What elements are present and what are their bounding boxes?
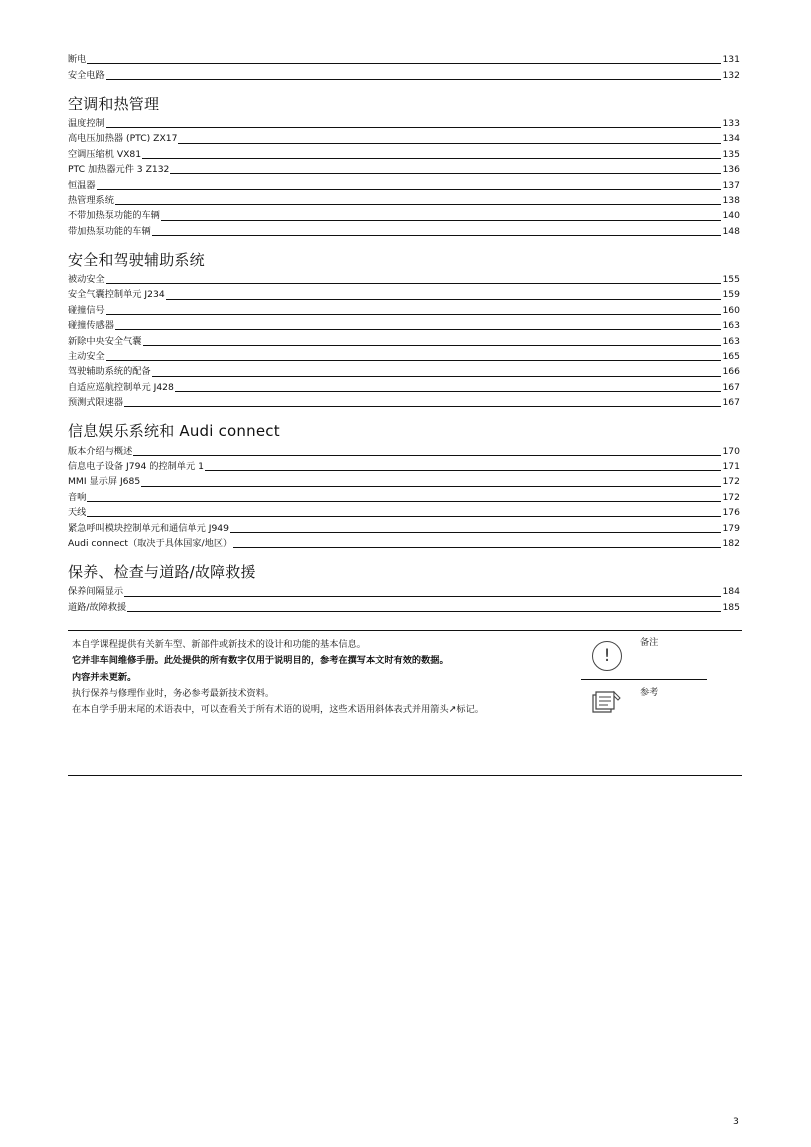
toc-entry-title: 空调压缩机 VX81: [68, 148, 142, 160]
note-label: 备注: [640, 637, 659, 648]
toc-entry-page: 155: [722, 274, 740, 286]
toc-entry-title: 碰撞传感器: [68, 320, 114, 332]
toc-leader-line: [106, 79, 722, 80]
toc-entry[interactable]: [68, 52, 740, 67]
table-of-contents: [68, 52, 740, 615]
toc-entry-page: 163: [722, 320, 740, 332]
section-title: 空调和热管理: [68, 94, 160, 113]
toc-entry-page: 134: [722, 133, 740, 145]
toc-leader-line: [115, 329, 722, 330]
notice-line: 在本自学手册末尾的术语表中，可以查看关于所有术语的说明，这些术语用斜体表式并用箭头↗标记。: [72, 704, 484, 716]
exclamation-circle-icon: !: [592, 641, 622, 671]
toc-entry-page: 135: [722, 148, 740, 160]
toc-entry[interactable]: [68, 162, 740, 177]
toc-entry-title: 温度控制: [68, 117, 105, 129]
toc-leader-line: [124, 596, 721, 597]
toc-entry-page: 167: [722, 381, 740, 393]
toc-entry-page: 176: [722, 507, 740, 519]
toc-entry[interactable]: [68, 318, 740, 333]
toc-leader-line: [142, 158, 721, 159]
toc-leader-line: [115, 204, 722, 205]
toc-entry[interactable]: [68, 116, 740, 131]
toc-entry-title: 驾驶辅助系统的配备: [68, 366, 151, 378]
toc-entry[interactable]: [68, 224, 740, 239]
toc-leader-line: [127, 611, 721, 612]
toc-entry-page: 148: [722, 225, 740, 237]
toc-entry[interactable]: [68, 536, 740, 551]
side-divider: [581, 679, 707, 680]
toc-entry-title: 安全电路: [68, 69, 105, 81]
toc-entry-title: PTC 加热器元件 3 Z132: [68, 164, 170, 176]
toc-entry[interactable]: [68, 67, 740, 82]
toc-entry-title: 紧急呼叫模块控制单元和通信单元 J949: [68, 522, 229, 534]
toc-entry-page: 185: [722, 601, 740, 613]
notice-line: 执行保养与修理作业时，务必参考最新技术资料。: [72, 687, 275, 699]
toc-leader-line: [133, 455, 721, 456]
toc-leader-line: [106, 314, 722, 315]
toc-entry-page: 133: [722, 117, 740, 129]
toc-leader-line: [106, 127, 722, 128]
toc-entry[interactable]: [68, 364, 740, 379]
toc-leader-line: [166, 299, 722, 300]
toc-entry-page: 179: [722, 522, 740, 534]
toc-entry-title: 不带加热泵功能的车辆: [68, 210, 160, 222]
toc-entry[interactable]: [68, 505, 740, 520]
toc-entry-title: 道路/故障救援: [68, 601, 127, 613]
toc-entry-title: 恒温器: [68, 179, 96, 191]
toc-leader-line: [170, 173, 721, 174]
toc-entry-title: 信息电子设备 J794 的控制单元 1: [68, 461, 204, 472]
toc-entry-page: 182: [722, 537, 740, 549]
reference-label: 参考: [640, 687, 659, 698]
toc-section-safety: [68, 250, 740, 411]
toc-section-climate: [68, 94, 740, 239]
toc-section-service: [68, 562, 740, 615]
toc-entry[interactable]: [68, 131, 740, 146]
toc-entry-page: 140: [722, 210, 740, 222]
toc-entry-page: 159: [722, 289, 740, 301]
toc-entry-title: 版本介绍与概述: [68, 445, 133, 457]
toc-leader-line: [152, 376, 722, 377]
toc-entry-title: 预测式限速器: [68, 397, 124, 409]
toc-entry[interactable]: [68, 287, 740, 302]
page-number: 3: [733, 1116, 739, 1127]
toc-entry-title: Audi connect（取决于具体国家/地区）: [68, 537, 233, 549]
toc-entry-page: 167: [722, 397, 740, 409]
section-title: 保养、检查与道路/故障救援: [68, 563, 256, 582]
section-title: 安全和驾驶辅助系统: [68, 250, 205, 269]
toc-entry[interactable]: [68, 380, 740, 395]
toc-entry-page: 160: [722, 304, 740, 316]
toc-entry[interactable]: [68, 459, 740, 474]
toc-entry-page: 171: [722, 461, 740, 472]
toc-leader-line: [233, 547, 721, 548]
section-title: 信息娱乐系统和 Audi connect: [68, 422, 280, 441]
toc-entry-page: 137: [722, 179, 740, 191]
toc-entry-title: 新除中央安全气囊: [68, 335, 142, 347]
toc-entry-title: 天线: [68, 507, 87, 519]
toc-entry[interactable]: [68, 490, 740, 505]
toc-entry-title: 热管理系统: [68, 194, 114, 206]
notice-line-bold: 它并非车间维修手册。此处提供的所有数字仅用于说明目的，参考在撰写本文时有效的数据。: [72, 655, 449, 667]
toc-entry-page: 136: [722, 164, 740, 176]
toc-intro-entries: [68, 52, 740, 83]
toc-entry[interactable]: [68, 600, 740, 615]
toc-entry-title: 自适应巡航控制单元 J428: [68, 381, 174, 393]
toc-entry[interactable]: [68, 395, 740, 410]
toc-entry-page: 172: [722, 491, 740, 503]
toc-entry-page: 163: [722, 335, 740, 347]
toc-leader-line: [175, 391, 722, 392]
toc-leader-line: [205, 470, 722, 471]
notice-line: 本自学课程提供有关新车型、新部件或新技术的设计和功能的基本信息。: [72, 639, 366, 650]
notice-text: [72, 637, 572, 718]
toc-entry[interactable]: [68, 349, 740, 364]
toc-leader-line: [178, 143, 721, 144]
toc-leader-line: [87, 63, 721, 64]
toc-entry-title: 高电压加热器 (PTC) ZX17: [68, 133, 178, 145]
toc-entry-page: 138: [722, 194, 740, 206]
toc-leader-line: [143, 345, 722, 346]
toc-leader-line: [124, 406, 721, 407]
toc-leader-line: [161, 220, 722, 221]
toc-entry[interactable]: [68, 443, 740, 458]
toc-entry-title: MMI 显示屏 J685: [68, 476, 141, 488]
toc-entry-title: 音响: [68, 491, 87, 503]
toc-leader-line: [106, 360, 722, 361]
toc-entry-page: 166: [722, 366, 740, 378]
toc-leader-line: [230, 532, 721, 533]
toc-entry-page: 131: [722, 54, 740, 66]
toc-entry-page: 132: [722, 69, 740, 81]
document-reference-icon: [588, 686, 622, 716]
toc-leader-line: [141, 486, 721, 487]
toc-entry-title: 带加热泵功能的车辆: [68, 225, 151, 237]
toc-entry[interactable]: [68, 333, 740, 348]
toc-entry-title: 碰撞信号: [68, 304, 105, 316]
toc-entry[interactable]: [68, 584, 740, 599]
toc-entry[interactable]: [68, 474, 740, 489]
toc-entry[interactable]: [68, 272, 740, 287]
toc-entry-page: 170: [722, 445, 740, 457]
toc-leader-line: [87, 501, 721, 502]
notice-box: [68, 630, 742, 776]
toc-entry[interactable]: [68, 208, 740, 223]
toc-leader-line: [152, 235, 722, 236]
toc-entry[interactable]: [68, 520, 740, 535]
toc-entry-page: 165: [722, 351, 740, 363]
toc-section-infotainment: [68, 421, 740, 551]
toc-entry[interactable]: [68, 303, 740, 318]
toc-entry-page: 184: [722, 586, 740, 598]
notice-line-bold: 内容并未更新。: [72, 671, 137, 683]
toc-entry-page: 172: [722, 476, 740, 488]
toc-entry[interactable]: [68, 177, 740, 192]
toc-entry[interactable]: [68, 193, 740, 208]
toc-entry-title: 被动安全: [68, 274, 105, 286]
toc-entry-title: 安全气囊控制单元 J234: [68, 289, 165, 301]
toc-entry-title: 主动安全: [68, 351, 105, 363]
toc-entry-title: 断电: [68, 54, 87, 66]
toc-leader-line: [87, 516, 721, 517]
toc-entry[interactable]: [68, 147, 740, 162]
toc-entry-title: 保养间隔显示: [68, 586, 124, 598]
toc-leader-line: [97, 189, 722, 190]
toc-leader-line: [106, 283, 722, 284]
